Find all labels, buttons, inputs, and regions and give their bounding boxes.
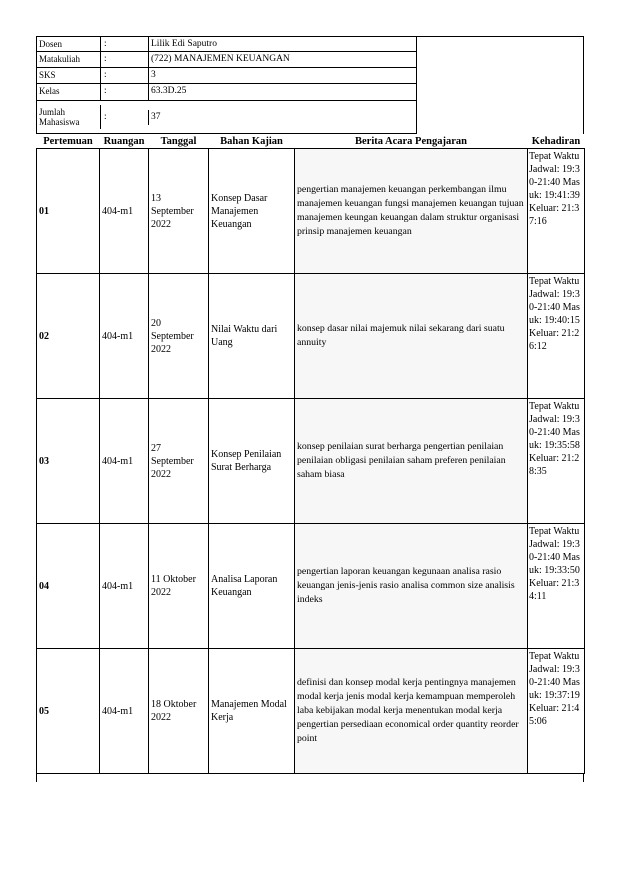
- cell-pertemuan: 02: [37, 274, 100, 399]
- cell-berita-acara: pengertian laporan keuangan kegunaan analisa rasio keuangan jenis-jenis rasio analisa common size analisis indeks: [295, 524, 528, 649]
- table-row: [37, 524, 585, 649]
- header-ruangan: Ruangan: [100, 134, 149, 149]
- jumlah-label: Jumlah Mahasiswa: [37, 105, 101, 129]
- matakuliah-label: Matakuliah: [37, 52, 101, 67]
- cell-kehadiran: Tepat Waktu Jadwal: 19:30-21:40 Masuk: 19:40:15 Keluar: 21:26:12: [528, 274, 585, 399]
- header-pertemuan: Pertemuan: [37, 134, 100, 149]
- matakuliah-separator: :: [101, 52, 149, 67]
- cell-ruangan: 404-m1: [100, 524, 149, 649]
- header-tanggal: Tanggal: [149, 134, 209, 149]
- info-row-sks: [37, 68, 417, 84]
- info-row-kelas: [37, 84, 417, 101]
- cell-berita-acara: konsep dasar nilai majemuk nilai sekarang dari suatu annuity: [295, 274, 528, 399]
- header-berita-acara: Berita Acara Pengajaran: [295, 134, 528, 149]
- cell-tanggal: 20 September 2022: [149, 274, 209, 399]
- cell-berita-acara: konsep penilaian surat berharga pengertian penilaian penilaian obligasi penilaian saham preferen penilaian saham biasa: [295, 399, 528, 524]
- cell-pertemuan: 05: [37, 649, 100, 774]
- dosen-value: Lilik Edi Saputro: [151, 39, 217, 49]
- cell-pertemuan: 01: [37, 149, 100, 274]
- cell-bahan-kajian: Analisa Laporan Keuangan: [209, 524, 295, 649]
- course-info-table: [37, 37, 417, 134]
- info-row-matakuliah: [37, 52, 417, 68]
- cell-ruangan: 404-m1: [100, 649, 149, 774]
- cell-kehadiran: Tepat Waktu Jadwal: 19:30-21:40 Masuk: 19:35:58 Keluar: 21:28:35: [528, 399, 585, 524]
- dosen-label: Dosen: [37, 37, 101, 51]
- header-kehadiran: Kehadiran: [528, 134, 585, 149]
- cell-berita-acara: pengertian manajemen keuangan perkembangan ilmu manajemen keuangan fungsi manajemen keuangan tujuan manajemen keungan keuangan dalam struktur organisasi prinsip manajemen keuangan: [295, 149, 528, 274]
- cell-bahan-kajian: Nilai Waktu dari Uang: [209, 274, 295, 399]
- kelas-value: 63.3D.25: [151, 86, 187, 96]
- cell-bahan-kajian: Manajemen Modal Kerja: [209, 649, 295, 774]
- page-bottom-border: [36, 774, 584, 782]
- sks-value: 3: [151, 70, 156, 80]
- jumlah-value: 37: [151, 111, 161, 122]
- cell-tanggal: 18 Oktober 2022: [149, 649, 209, 774]
- header-bahan-kajian: Bahan Kajian: [209, 134, 295, 149]
- attendance-table: [36, 134, 585, 774]
- info-row-dosen: [37, 37, 417, 52]
- jumlah-separator: :: [101, 110, 149, 125]
- table-row: [37, 274, 585, 399]
- cell-ruangan: 404-m1: [100, 149, 149, 274]
- table-row: [37, 649, 585, 774]
- table-row: [37, 149, 585, 274]
- cell-ruangan: 404-m1: [100, 274, 149, 399]
- table-header-row: [37, 134, 585, 149]
- course-info-box: [36, 36, 584, 134]
- cell-tanggal: 27 September 2022: [149, 399, 209, 524]
- cell-bahan-kajian: Konsep Penilaian Surat Berharga: [209, 399, 295, 524]
- table-row: [37, 399, 585, 524]
- cell-ruangan: 404-m1: [100, 399, 149, 524]
- cell-kehadiran: Tepat Waktu Jadwal: 19:30-21:40 Masuk: 19:37:19 Keluar: 21:45:06: [528, 649, 585, 774]
- cell-kehadiran: Tepat Waktu Jadwal: 19:30-21:40 Masuk: 19:33:50 Keluar: 21:34:11: [528, 524, 585, 649]
- matakuliah-value: (722) MANAJEMEN KEUANGAN: [151, 54, 290, 64]
- cell-tanggal: 11 Oktober 2022: [149, 524, 209, 649]
- cell-pertemuan: 04: [37, 524, 100, 649]
- kelas-label: Kelas: [37, 84, 101, 100]
- cell-pertemuan: 03: [37, 399, 100, 524]
- cell-kehadiran: Tepat Waktu Jadwal: 19:30-21:40 Masuk: 19:41:39 Keluar: 21:37:16: [528, 149, 585, 274]
- cell-tanggal: 13 September 2022: [149, 149, 209, 274]
- kelas-separator: :: [101, 84, 149, 100]
- sks-separator: :: [101, 68, 149, 83]
- info-row-jumlah: [37, 101, 417, 134]
- cell-bahan-kajian: Konsep Dasar Manajemen Keuangan: [209, 149, 295, 274]
- cell-berita-acara: definisi dan konsep modal kerja pentingnya manajemen modal kerja jenis modal kerja kemampuan memperoleh laba kebijakan modal kerja menentukan modal kerja pengertian persediaan economical order quantity reorder point: [295, 649, 528, 774]
- dosen-separator: :: [101, 37, 149, 51]
- sks-label: SKS: [37, 68, 101, 83]
- document-page: [36, 36, 584, 782]
